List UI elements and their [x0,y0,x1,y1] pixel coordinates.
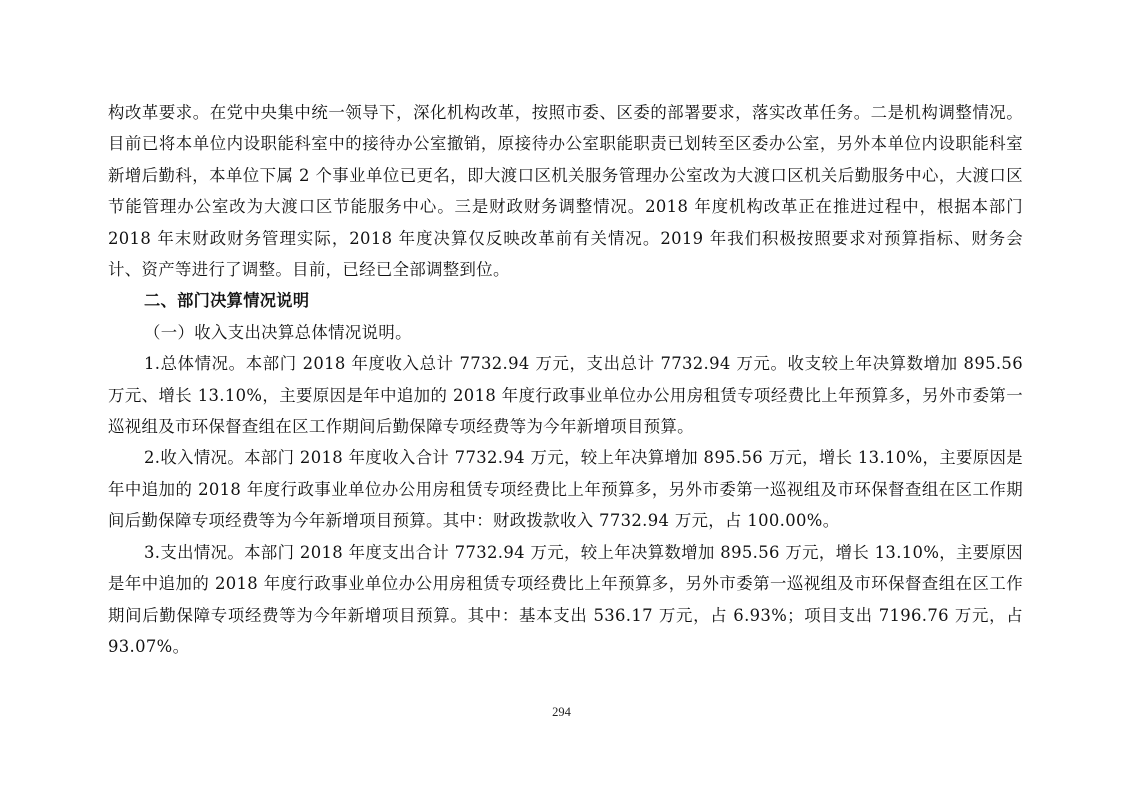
page-number: 294 [552,705,571,719]
item-expenditure: 3.支出情况。本部门 2018 年度支出合计 7732.94 万元，较上年决算数增加 895.56 万元，增长 13.10%，主要原因是年中追加的 2018 年度行政事业单位办公用房租赁专项经费比上年预算多，另外市委第一巡视组及市环保督查组在区工作期间后勤保障专项经费等为今年新增项目预算。其中：基本支出 536.17 万元，占 6.93%；项目支出 7196.76 万元，占 93.07%。 [108,542,1023,656]
item-overall: 1.总体情况。本部门 2018 年度收入总计 7732.94 万元，支出总计 7732.94 万元。收支较上年决算数增加 895.56 万元、增长 13.10%，主要原因是年中追加的 2018 年度行政事业单位办公用房租赁专项经费比上年预算多，另外市委第一巡视组及市环保督查组在区工作期间后勤保障专项经费等为今年新增项目预算。 [108,354,1023,437]
item-income: 2.收入情况。本部门 2018 年度收入合计 7732.94 万元，较上年决算增加 895.56 万元，增长 13.10%，主要原因是年中追加的 2018 年度行政事业单位办公用房租赁专项经费比上年预算多，另外市委第一巡视组及市环保督查组在区工作期间后勤保障专项经费等为今年新增项目预算。其中：财政拨款收入 7732.94 万元，占 100.00%。 [108,448,1023,531]
subsection-heading: （一）收入支出决算总体情况说明。 [144,322,412,342]
continued-paragraph: 构改革要求。在党中央集中统一领导下，深化机构改革，按照市委、区委的部署要求，落实改革任务。二是机构调整情况。目前已将本单位内设职能科室中的接待办公室撤销，原接待办公室职能职责已划转至区委办公室，另外本单位内设职能科室新增后勤科，本单位下属 2 个事业单位已更名，即大渡口区机关服务管理办公室改为大渡口区机关后勤服务中心，大渡口区节能管理办公室改为大渡口区节能服务中心。三是财政财务调整情况。2018 年度机构改革正在推进过程中，根据本部门 2018 年末财政财务管理实际，2018 年度决算仅反映改革前有关情况。2019 年我们积极按照要求对预算指标、财务会计、资产等进行了调整。目前，已经已全部调整到位。 [108,103,1023,280]
document-body [108,97,1023,662]
section-heading: 二、部门决算情况说明 [144,291,310,311]
